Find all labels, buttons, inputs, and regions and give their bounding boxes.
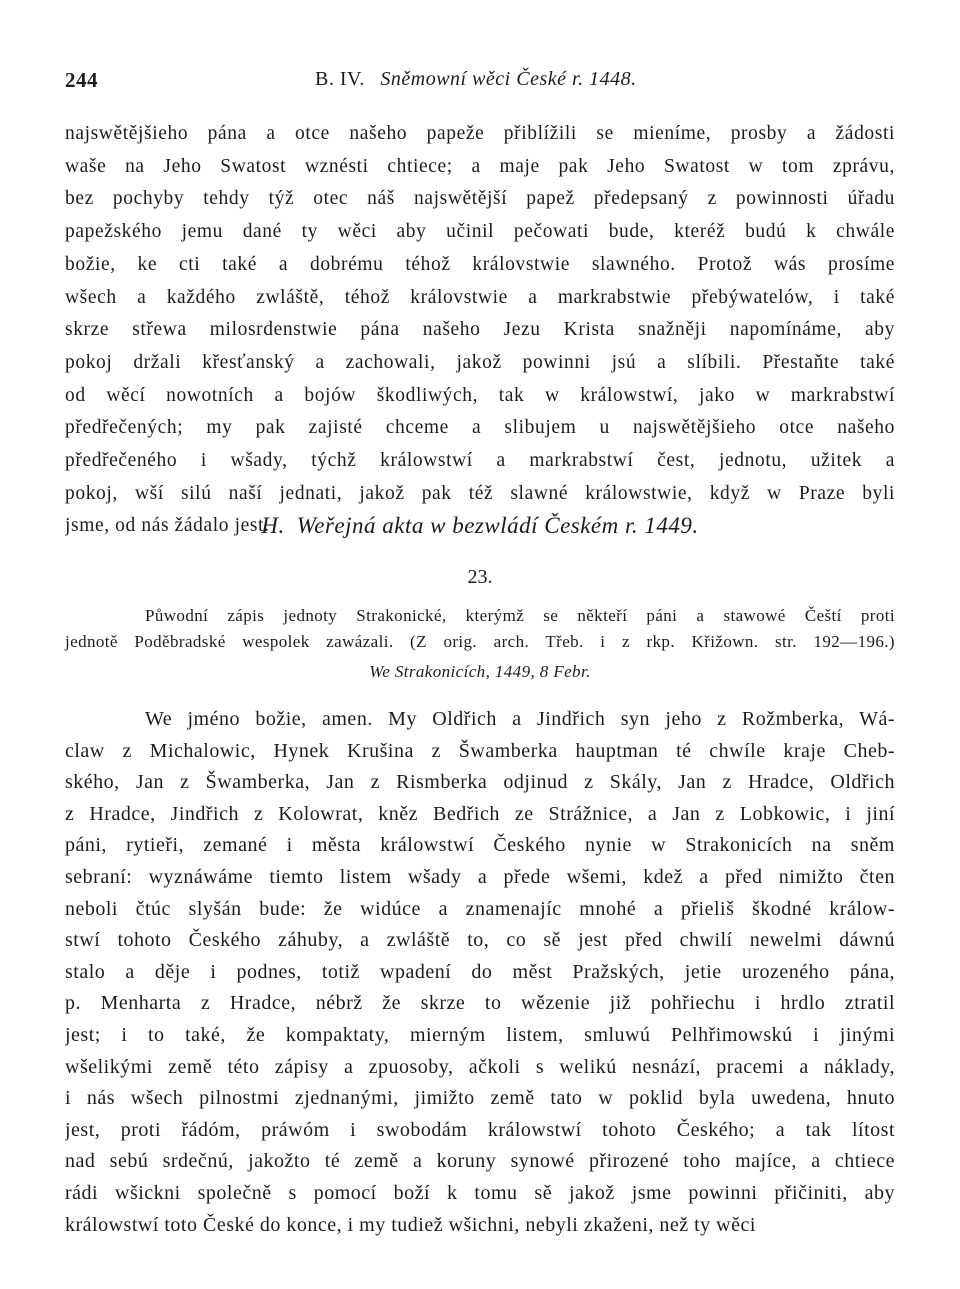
page-number: 244 — [65, 68, 98, 92]
text-line: claw z Michalowic, Hynek Krušina z Šwamberka hauptman té chwíle kraje Cheb- — [65, 739, 895, 762]
text-line: sebraní: wyznáwáme tiemto listem wšady a přede wšemi, kdež a před nimižto čten — [65, 865, 895, 888]
text-line: božie, ke cti také a dobrému téhož královstwie slawného. Protož wás prosíme — [65, 253, 895, 275]
document-number: 23. — [467, 566, 493, 588]
text-line: papežského jemu dané ty wěci aby učinil pečowati bude, kteréž budú k chwále — [65, 221, 895, 243]
text-line: jsme, od nás žádalo jest. — [65, 515, 270, 537]
text-line: skrze střewa milosrdenstwie pána našeho Jezu Krista snažněji napomínáme, aby — [65, 319, 895, 341]
text-line: stalo a děje i podnes, totiž wpadení do měst Pražských, jetie urozeného pána, — [65, 960, 895, 983]
running-head — [65, 68, 895, 98]
text-line: jest; i to také, že kompaktaty, mierným listem, smluwú Pelhřimowskú i jinými — [65, 1023, 895, 1046]
document-text — [65, 704, 895, 1241]
text-line: páni, rytieři, zemané i města králowstwí Českého nynie w Strakonicích na sněm — [65, 834, 895, 857]
text-line: i nás wšech pilnostmi zjednanými, jimižto země tato w poklid byla uwedena, hnuto — [65, 1087, 895, 1110]
text-line: jest, proti řádóm, práwóm i swobodám králowstwí tohoto Českého; a tak lítost — [65, 1118, 895, 1141]
document-place-date: We Strakonicích, 1449, 8 Febr. — [369, 662, 591, 681]
text-line: předřečených; my pak zajisté chceme a slibujem u najswětějšieho otce našeho — [65, 417, 895, 439]
summary-line: Půwodní zápis jednoty Strakonické, kterýmž se někteří páni a stawowé Čeští proti — [145, 606, 895, 625]
text-line: najswětějšieho pána a otce našeho papeže přiblížili se mieníme, prosby a žádosti — [65, 123, 895, 144]
text-line: wšelikými země této zápisy a zpuosoby, ačkoli s welikú nesnází, pracemi a náklady, — [65, 1055, 895, 1078]
section-title: Weřejná akta w bezwládí Českém r. 1449. — [296, 513, 699, 538]
running-title — [315, 68, 637, 91]
text-line: nad sebú srdečnú, jakožto té země a koruny synowé přirozené toho majíce, a chtiece — [65, 1150, 895, 1173]
text-line: wšech a každého zwláště, téhož královstwie a markrabstwie přebýwatelów, i také — [65, 286, 895, 308]
text-line: bez pochyby tehdy týž otec náš najswětější papež předepsaný z powinnosti úřadu — [65, 188, 895, 210]
running-head-title: Sněmowní wěci České r. 1448. — [380, 68, 637, 90]
text-line: waše na Jeho Swatost wznésti chtiece; a maje pak Jeho Swatost w tom zprávu, — [65, 155, 895, 177]
text-line: předřečeného i wšady, týchž králowstwí a markrabstwí čest, jednotu, užitek a — [65, 450, 895, 472]
document-summary — [65, 603, 895, 655]
text-line: We jméno božie, amen. My Oldřich a Jindřich syn jeho z Rožmberka, Wá- — [145, 708, 895, 730]
text-line: rádi wšickni společně s pomocí boží k tomu sě jakož jsme powinni přičiniti, aby — [65, 1181, 895, 1204]
text-line: pokoj, wší silú naší jednati, jakož pak též slawné králowstwie, když w Praze byli — [65, 482, 895, 504]
text-line: ského, Jan z Šwamberka, Jan z Rismberka odjinud z Skály, Jan z Hradce, Oldřich — [65, 771, 895, 794]
text-line: p. Menharta z Hradce, nébrž že skrze to wězenie již pohřiechu i hrdlo ztratil — [65, 992, 895, 1015]
text-line: z Hradce, Jindřich z Kolowrat, kněz Bedřich ze Strážnice, a Jan z Lobkowic, i jiní — [65, 802, 895, 825]
text-line: od wěcí nowotních a bojów škodliwých, tak w králowstwí, jako w markrabstwí — [65, 384, 895, 406]
section-letter: H. — [261, 513, 285, 538]
summary-line: jednotě Poděbradské wespolek zawázali. (Z orig. arch. Třeb. i z rkp. Křižown. str. 192—196.) — [65, 632, 895, 651]
text-line: stwí tohoto Českého záhuby, a zwláště to, co sě jest před chwilí newelmi dáwnú — [65, 929, 895, 952]
paragraph-continued — [65, 118, 895, 543]
section-heading — [65, 513, 895, 539]
text-line: pokoj držali křesťanský a zachowali, jakož powinni jsú a slíbili. Přestaňte také — [65, 351, 895, 373]
running-head-section: B. IV. — [315, 68, 365, 90]
text-line: králowstwí toto České do konce, i my tudiež wšichni, nebyli zkaženi, než ty wěci — [65, 1213, 756, 1236]
text-line: neboli čtúc slyšán bude: že widúce a znamenajíc mnohé a přieliš škodné králow- — [65, 897, 895, 920]
